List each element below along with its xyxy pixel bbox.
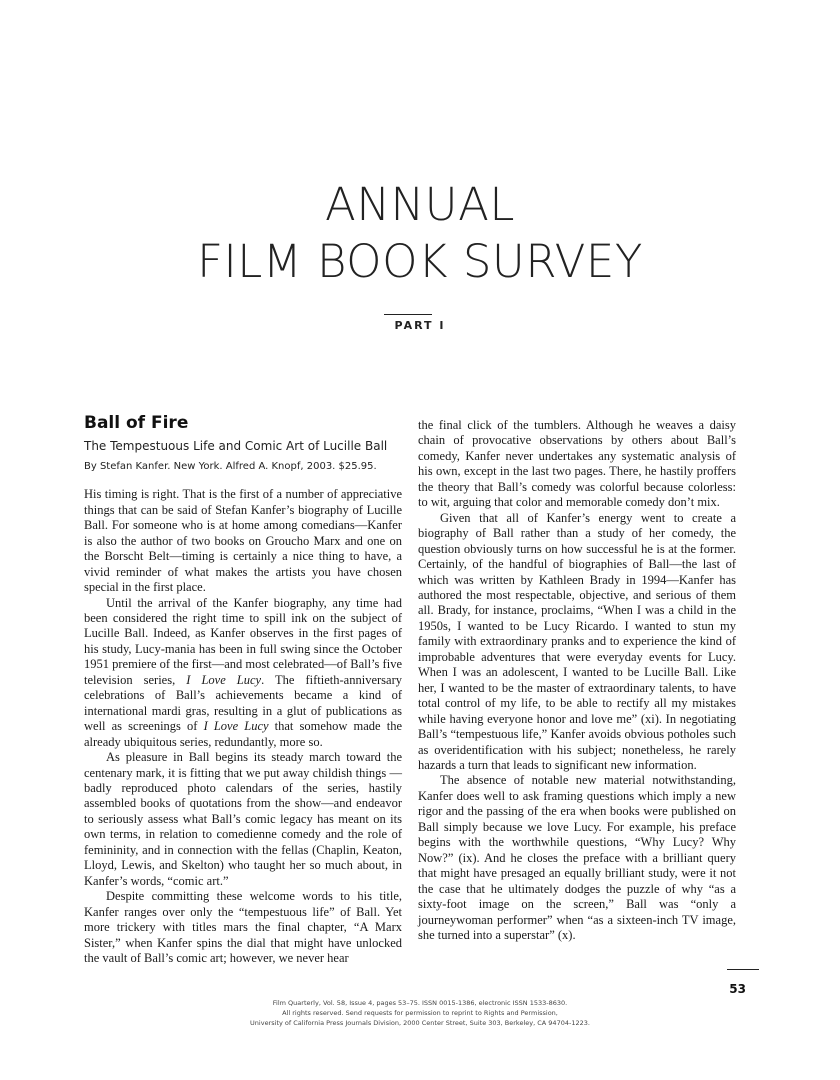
book-publication-info: By Stefan Kanfer. New York. Alfred A. Knopf, 2003. $25.95. [84, 460, 377, 472]
italic-title: I Love Lucy [186, 672, 262, 687]
part-label: PART I [394, 319, 446, 332]
left-column [84, 413, 402, 966]
book-subtitle: The Tempestuous Life and Comic Art of Lucille Ball [84, 439, 388, 454]
footer-citation [0, 998, 840, 1028]
italic-title: I Love Lucy [203, 719, 269, 734]
paragraph: the final click of the tumblers. Although he weaves a daisy chain of provocative observations by others about Ball’s comedy, Kanfer never undertakes any systematic analysis of his own, except in the last two pages. There, he hastily proffers the theory that Ball’s comedy was colorful because colorless: to wit, arguing that color and memorable comedy don’t mix. [418, 418, 736, 510]
footer-line: University of California Press Journals Division, 2000 Center Street, Suite 303, Berkeley, CA 94704-1223. [250, 1019, 590, 1027]
footer-line: All rights reserved. Send requests for permission to reprint to Rights and Permission, [282, 1009, 558, 1017]
footer-line: Film Quarterly, Vol. 58, Issue 4, pages 53–75. ISSN 0015-1386, electronic ISSN 1533-8630. [272, 999, 568, 1007]
right-column [418, 418, 736, 943]
page-number-rule [727, 969, 759, 970]
paragraph: As pleasure in Ball begins its steady march toward the centenary mark, it is fitting that we put away childish things —badly reproduced photo calendars of the series, hastily assembled books of quotations from the show—and endeavor to seriously assess what Ball’s comic legacy has meant on its own terms, in relation to comedienne comedy and the role of femininity, and in connection with the fellas (Chaplin, Keaton, Lloyd, Lewis, and Skelton) who taught her so much about, in Kanfer’s words, “comic art.” [84, 750, 402, 888]
paragraph: The absence of notable new material notwithstanding, Kanfer does well to ask framing questions which imply a new rigor and the passing of the era when books were published on Ball simply because we love Lucy. For example, his preface begins with the worthwhile questions, “Why Lucy? Why Now?” (ix). And he closes the preface with a brilliant query that might have presaged an equally brilliant study, were it not the case that he ultimately dodges the puzzle of why “as a sixty-foot image on the screen,” Ball was “only a journeywoman performer” when “as a sixteen-inch TV image, she turned into a superstar” (x). [418, 773, 736, 942]
paragraph: Given that all of Kanfer’s energy went to create a biography of Ball rather than a study of her comedy, the question obviously turns on how successful he is at the former. Certainly, of the handful of biographies of Ball—the last of which was written by Kathleen Brady in 1994—Kanfer has authored the most respectable, objective, and serious of them all. Brady, for instance, proclaims, “When I was a child in the 1950s, I wanted to be Lucy Ricardo. I wanted to stun my family with extraordinary pranks and to experience the kind of improbable adventures that were everyday events for Lucy. When I was an adolescent, I wanted to be Lucille Ball. Like her, I wanted to be the master of extraordinary talents, to have total control of my life, to be able to rectify all my mistakes while having everyone honor and love me” (xi). In negotiating Ball’s “tempestuous life,” Kanfer avoids obvious potholes such as overidentification with his subject; nonetheless, he rarely hazards a turn that leads to significant new information. [418, 510, 736, 772]
paragraph: His timing is right. That is the first of a number of appreciative things that can be said of Stefan Kanfer’s biography of Lucille Ball. For someone who is at home among comedians—Kanfer is also the author of two books on Groucho Marx and one on the Borscht Belt—timing is certainly a nice thing to have, a vivid reminder of what makes the artists you have chosen special in the first place. [84, 487, 402, 595]
paragraph: Until the arrival of the Kanfer biography, any time had been considered the right time to spill ink on the subject of Lucille Ball. Indeed, as Kanfer observes in the first pages of his study, Lucy-mania has been in full swing since the October 1951 premiere of the first—and most celebrated—of Ball’s five television series, I Love Lucy. The fiftieth-anniversary celebrations of Ball’s achievements became a kind of international mardi gras, resulting in a glut of publications as well as screenings of I Love Lucy that somehow made the already ubiquitous series, redundantly, more so. [84, 595, 402, 749]
book-title: Ball of Fire [84, 413, 189, 433]
survey-title-line1: ANNUAL [325, 178, 515, 231]
page-number: 53 [729, 982, 746, 996]
paragraph: Despite committing these welcome words to his title, Kanfer ranges over only the “tempestuous life” of Ball. Yet more trickery with titles mars the final chapter, “A Marx Sister,” when Kanfer spins the dial that might have unlocked the vault of Ball’s comic art; however, we never hear [84, 889, 402, 965]
survey-title-line2: FILM BOOK SURVEY [197, 235, 643, 288]
part-rule-divider [384, 314, 432, 315]
